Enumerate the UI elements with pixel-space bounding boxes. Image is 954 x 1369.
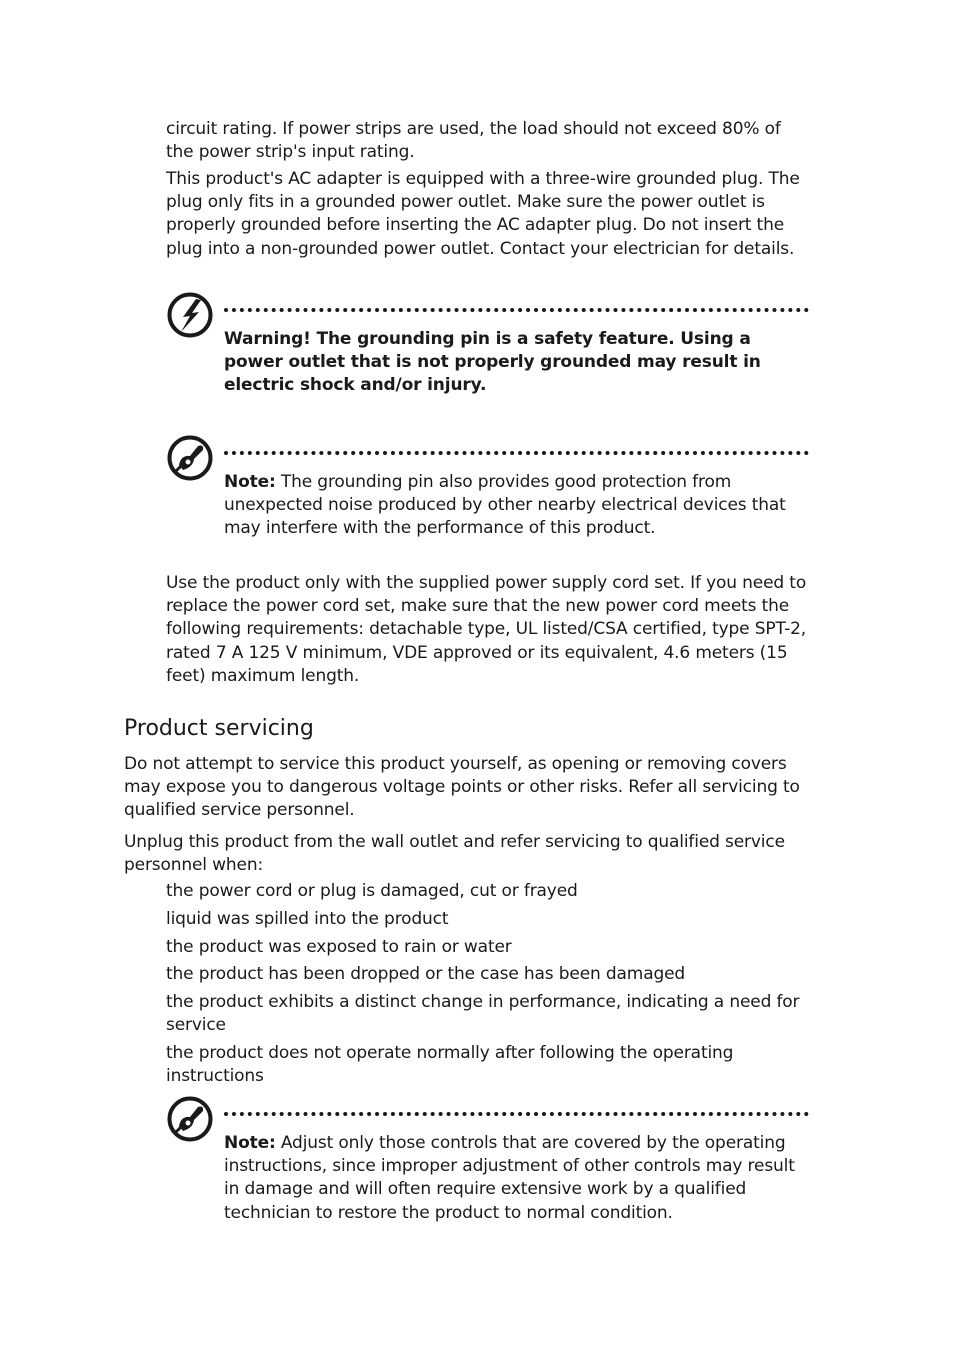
warning-text: Warning! The grounding pin is a safety feature. Using a power outlet that is not properly grounded may result in electric shock and/or injury. — [224, 329, 761, 396]
note-callout — [166, 434, 811, 549]
note-text — [224, 471, 814, 541]
servicing-conditions-list — [166, 880, 811, 1093]
list-item: the product does not operate normally after following the operating instructions — [166, 1043, 734, 1087]
warning-lightning-icon — [166, 291, 214, 339]
list-item: the product exhibits a distinct change in performance, indicating a need for service — [166, 992, 800, 1036]
note-text — [224, 1132, 814, 1225]
note-body: Adjust only those controls that are covered by the operating instructions, since improper adjustment of other controls may result in damage and will often require extensive work by a qualified technician to restore the product to normal condition. — [224, 1133, 795, 1223]
servicing-paragraph-2: Unplug this product from the wall outlet and refer servicing to qualified service personnel when: — [124, 832, 785, 876]
dotted-divider — [224, 308, 809, 312]
note-label: Note: — [224, 472, 276, 492]
dotted-divider — [224, 1112, 809, 1116]
note-callout — [166, 1095, 811, 1235]
power-cord-paragraph: Use the product only with the supplied power supply cord set. If you need to replace the power cord set, make sure that the new power cord meets the following requirements: detachable type, UL listed/CSA certified, type SPT-2, rated 7 A 125 V minimum, VDE approved or its equivalent, 4.6 meters (15 feet) maximum length. — [166, 573, 807, 686]
dotted-divider — [224, 451, 809, 455]
servicing-paragraph-1: Do not attempt to service this product yourself, as opening or removing covers may expose you to dangerous voltage points or other risks. Refer all servicing to qualified service personnel. — [124, 754, 800, 821]
list-item: the product was exposed to rain or water — [166, 936, 512, 957]
note-label: Note: — [224, 1133, 276, 1153]
note-pen-icon — [166, 434, 214, 482]
note-pen-icon — [166, 1095, 214, 1143]
section-heading: Product servicing — [124, 716, 314, 741]
intro-paragraph-2: This product's AC adapter is equipped with a three-wire grounded plug. The plug only fits in a grounded power outlet. Make sure the power outlet is properly grounded before inserting the AC adapter plug. Do not insert the plug into a non-grounded power outlet. Contact your electrician for details. — [166, 169, 800, 259]
list-item: the power cord or plug is damaged, cut or frayed — [166, 881, 578, 901]
list-item: the product has been dropped or the case has been damaged — [166, 964, 686, 985]
note-body: The grounding pin also provides good protection from unexpected noise produced by other nearby electrical devices that may interfere with the performance of this product. — [224, 472, 786, 539]
intro-paragraph-1: circuit rating. If power strips are used, the load should not exceed 80% of the power strip's input rating. — [166, 119, 781, 163]
warning-callout — [166, 291, 811, 406]
list-item: liquid was spilled into the product — [166, 908, 449, 929]
